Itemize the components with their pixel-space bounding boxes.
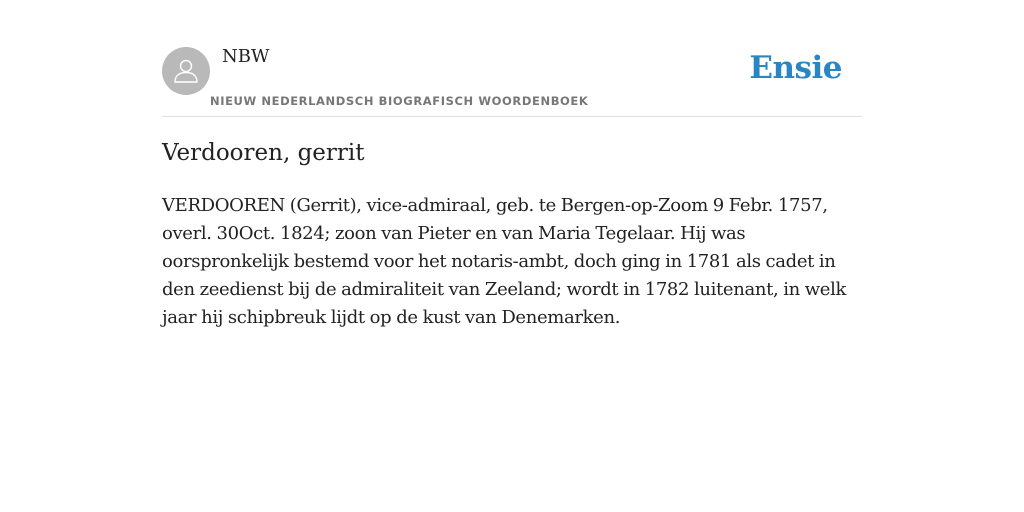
avatar[interactable]	[162, 47, 210, 95]
source-subtitle: NIEUW NEDERLANDSCH BIOGRAFISCH WOORDENBOEK	[210, 94, 589, 108]
site-logo[interactable]: Ensie	[749, 50, 842, 86]
article-title: Verdooren, gerrit	[162, 140, 365, 166]
user-icon	[171, 56, 201, 86]
source-header	[162, 40, 862, 117]
source-name[interactable]: NBW	[222, 46, 270, 67]
article-body: VERDOOREN (Gerrit), vice-admiraal, geb. te Bergen-op-Zoom 9 Febr. 1757, overl. 30Oct. 1824; zoon van Pieter en van Maria Tegelaar. Hij was oorspronkelijk bestemd voor het notaris-ambt, doch ging in 1781 als cadet in den zeedienst bij de admiraliteit van Zeeland; wordt in 1782 luitenant, in welk jaar hij schipbreuk lijdt op de kust van Denemarken.	[162, 195, 847, 328]
